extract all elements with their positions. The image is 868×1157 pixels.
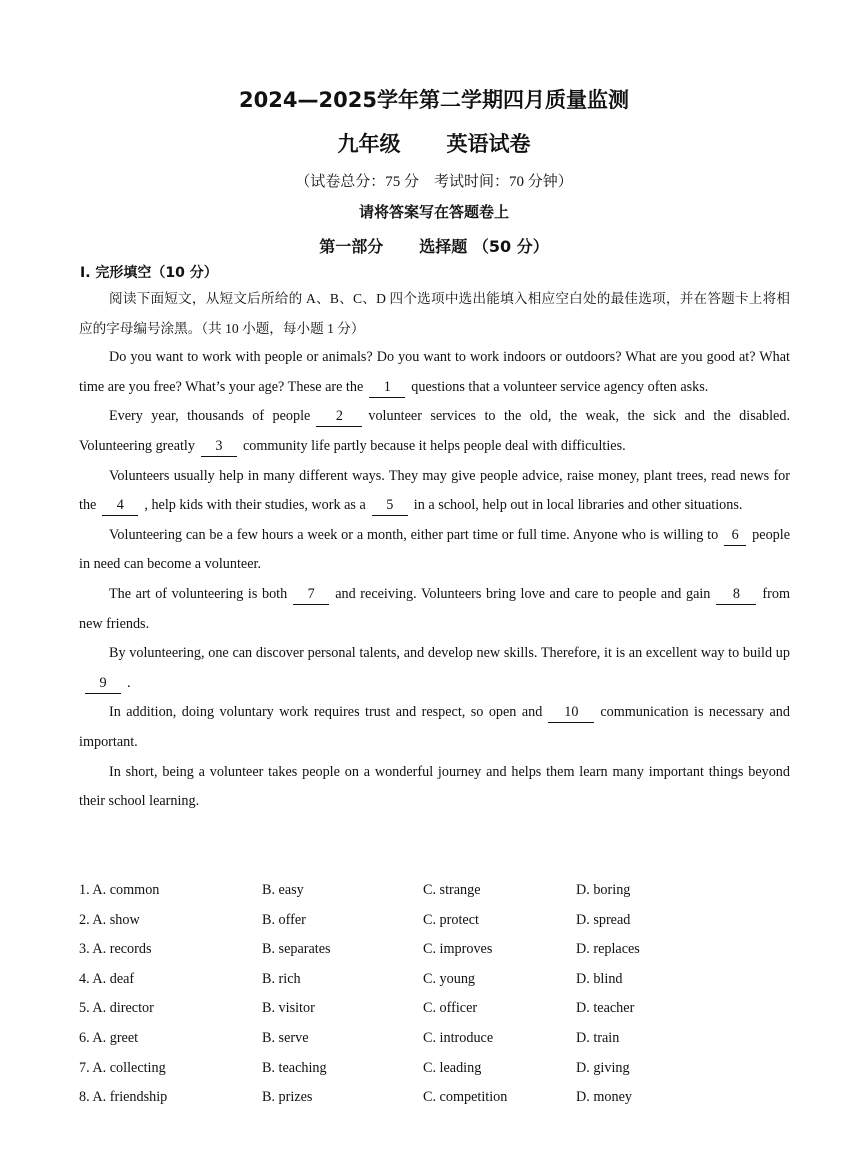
cloze-passage <box>79 284 790 817</box>
option-row <box>79 1054 790 1084</box>
option-b: B. visitor <box>262 1000 315 1017</box>
option-d: D. blind <box>576 970 623 987</box>
exam-info: （试卷总分：75 分 考试时间：70 分钟） <box>295 174 573 190</box>
option-row <box>79 906 790 936</box>
option-c: C. improves <box>423 941 493 958</box>
option-a: 1. A. common <box>79 882 160 898</box>
option-row <box>79 1024 790 1054</box>
option-d: D. teacher <box>576 1000 635 1017</box>
option-a: 8. A. friendship <box>79 1089 168 1106</box>
option-row <box>79 965 790 995</box>
option-b: B. rich <box>262 970 301 987</box>
exam-title: 2024—2025学年第二学期四月质量监测 <box>239 88 629 112</box>
paragraph-1: Do you want to work with people or animals? Do you want to work indoors or outdoors? What are you good at? What time are you free? What’s your age? These are the 1 questions that a volunteer service agency often asks. <box>79 343 790 402</box>
paragraph-7: In addition, doing voluntary work requires trust and respect, so open and 10 communication is necessary and important. <box>79 704 790 750</box>
option-d: D. train <box>576 1029 620 1046</box>
section-instructions: 阅读下面短文，从短文后所给的 A、B、C、D 四个选项中选出能填入相应空白处的最佳选项，并在答题卡上将相应的字母编号涂黑。（共 10 小题，每小题 1 分） <box>79 291 790 336</box>
subject-label: 英语试卷 <box>446 132 531 156</box>
option-b: B. easy <box>262 882 304 898</box>
option-c: C. introduce <box>423 1029 494 1046</box>
option-row <box>79 1083 790 1113</box>
option-c: C. young <box>423 970 476 987</box>
blank-5: 5 <box>372 495 408 516</box>
part-type: 选择题 （50 分） <box>419 237 549 256</box>
option-a: 6. A. greet <box>79 1029 139 1046</box>
option-c: C. strange <box>423 882 481 898</box>
option-a: 7. A. collecting <box>79 1059 166 1076</box>
paragraph-2: Every year, thousands of people 2 volunteer services to the old, the weak, the sick and the disabled. Volunteering greatly 3 community life partly because it helps people deal with difficulties. <box>79 402 790 461</box>
blank-7: 7 <box>293 584 329 605</box>
option-b: B. serve <box>262 1029 309 1046</box>
option-a: 3. A. records <box>79 941 152 958</box>
part-heading <box>0 234 868 257</box>
option-row <box>79 935 790 965</box>
paragraph-5: The art of volunteering is both 7 and receiving. Volunteers bring love and care to people and gain 8 from new friends. <box>79 585 790 632</box>
paragraph-4: Volunteering can be a few hours a week or a month, either part time or full time. Anyone who is willing to 6 people in need can become a volunteer. <box>79 526 790 573</box>
part-label: 第一部分 <box>319 237 384 256</box>
option-d: D. giving <box>576 1059 630 1076</box>
option-a: 2. A. show <box>79 911 140 928</box>
option-d: D. boring <box>576 882 631 898</box>
answer-notice: 请将答案写在答题卷上 <box>358 203 509 221</box>
blank-2: 2 <box>316 406 362 427</box>
option-row <box>79 994 790 1024</box>
exam-subtitle <box>0 128 868 158</box>
option-b: B. prizes <box>262 1089 313 1106</box>
option-b: B. teaching <box>262 1059 327 1076</box>
blank-6: 6 <box>724 525 746 546</box>
option-row <box>79 876 790 906</box>
blank-1: 1 <box>369 377 405 398</box>
blank-9: 9 <box>85 673 121 694</box>
paragraph-6: By volunteering, one can discover personal talents, and develop new skills. Therefore, it is an excellent way to build up9 . <box>79 639 790 698</box>
blank-10: 10 <box>548 702 594 723</box>
section-title: Ⅰ. 完形填空（10 分） <box>80 265 218 281</box>
option-c: C. officer <box>423 1000 478 1017</box>
blank-4: 4 <box>102 495 138 516</box>
option-a: 4. A. deaf <box>79 970 135 987</box>
paragraph-8: In short, being a volunteer takes people on a wonderful journey and helps them learn many important things beyond their school learning. <box>79 763 790 810</box>
paragraph-3: Volunteers usually help in many different ways. They may give people advice, raise money, plant trees, read news for the 4 , help kids with their studies, work as a 5 in a school, help out in local libraries and other situations. <box>79 462 790 521</box>
option-b: B. separates <box>262 941 331 958</box>
option-c: C. protect <box>423 911 479 928</box>
option-d: D. spread <box>576 911 631 928</box>
option-c: C. competition <box>423 1089 508 1106</box>
option-d: D. replaces <box>576 941 640 958</box>
option-c: C. leading <box>423 1059 482 1076</box>
option-a: 5. A. director <box>79 1000 154 1017</box>
answer-options <box>79 876 790 1113</box>
grade-label: 九年级 <box>337 132 401 156</box>
blank-8: 8 <box>716 584 756 605</box>
blank-3: 3 <box>201 436 237 457</box>
option-d: D. money <box>576 1089 632 1106</box>
option-b: B. offer <box>262 911 306 928</box>
